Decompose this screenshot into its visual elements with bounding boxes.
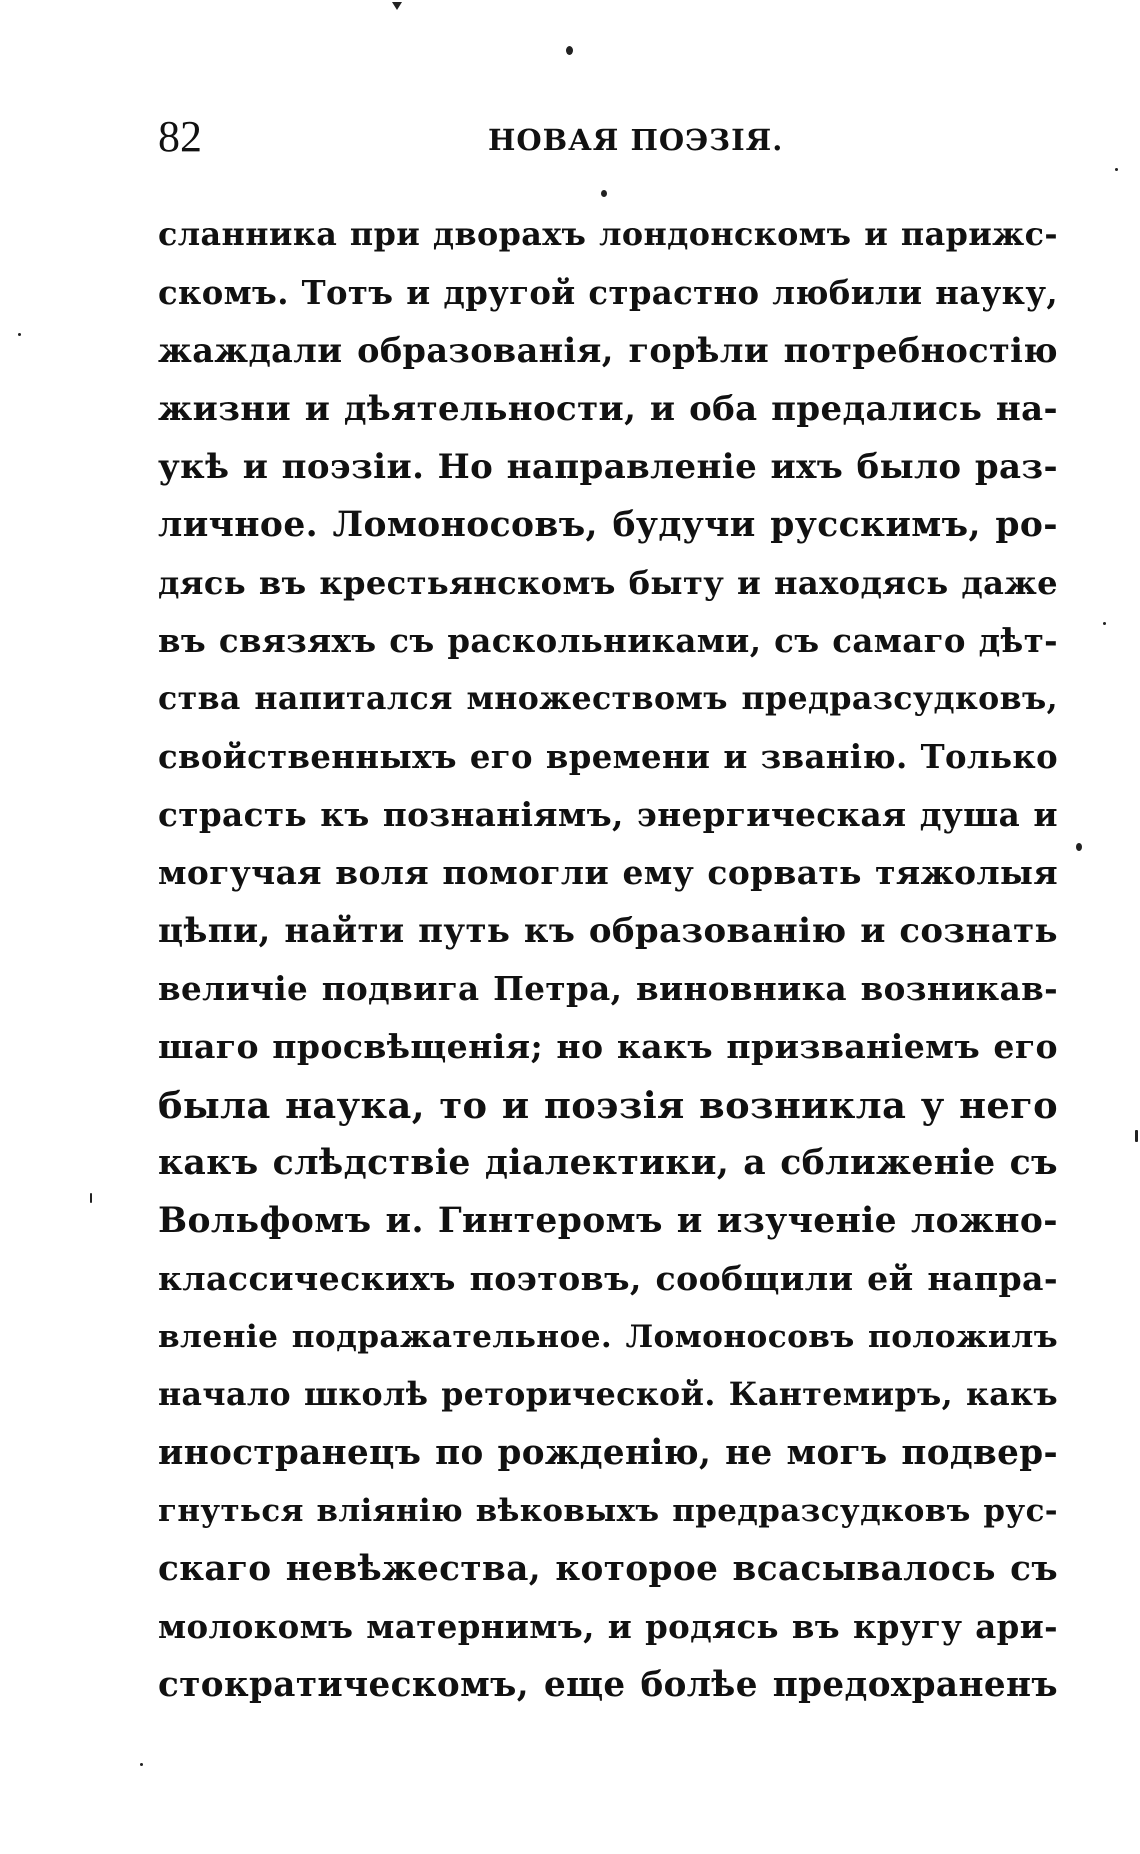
- text-line: была наука, то и поэзія возникла у него: [158, 1083, 1058, 1127]
- text-line: личное. Ломоносовъ, будучи русскимъ, ро-: [158, 505, 1058, 545]
- text-line: въ связяхъ съ раскольниками, съ самаго дѣт-: [158, 622, 1058, 660]
- text-line: сланника при дворахъ лондонскомъ и парижс-: [158, 216, 1058, 253]
- scan-speck: [1115, 168, 1118, 171]
- scan-speck: [601, 190, 607, 197]
- scan-speck: [90, 1193, 92, 1203]
- text-line: цѣпи, найти путь къ образованію и сознать: [158, 911, 1058, 951]
- text-line: вленіе подражательное. Ломоносовъ положилъ: [158, 1319, 1058, 1355]
- page-header: [158, 112, 1058, 172]
- text-line: дясь въ крестьянскомъ быту и находясь даже: [158, 564, 1058, 602]
- text-line: скомъ. Тотъ и другой страстно любили науку,: [158, 274, 1058, 312]
- scan-speck: [140, 1763, 143, 1766]
- text-line: жизни и дѣятельности, и оба предались на-: [158, 389, 1058, 429]
- text-line: укѣ и поэзіи. Но направленіе ихъ было раз-: [158, 447, 1058, 487]
- scan-speck: [1103, 622, 1106, 625]
- scan-speck: [1135, 1130, 1138, 1142]
- running-head: НОВАЯ ПОЭЗІЯ.: [488, 123, 784, 157]
- text-line: ства напитался множествомъ предразсудковъ,: [158, 680, 1058, 717]
- text-line: могучая воля помогли ему сорвать тяжолыя: [158, 853, 1058, 892]
- text-line: какъ слѣдствіе діалектики, а сближеніе съ: [158, 1142, 1058, 1183]
- text-line: иностранецъ по рожденію, не могъ подвер-: [158, 1433, 1058, 1473]
- text-line: страсть къ познаніямъ, энергическая душа и: [158, 795, 1058, 834]
- scan-speck: [1076, 843, 1082, 851]
- body-text: [158, 206, 1058, 1714]
- scan-speck: [18, 333, 21, 336]
- page-number: 82: [158, 112, 202, 161]
- text-line: шаго просвѣщенія; но какъ призваніемъ его: [158, 1027, 1058, 1066]
- text-line: классическихъ поэтовъ, сообщили ей напра-: [158, 1259, 1058, 1298]
- text-line: жаждали образованія, горѣли потребностію: [158, 331, 1058, 370]
- text-line: скаго невѣжества, которое всасывалось съ: [158, 1549, 1058, 1589]
- text-line: гнуться вліянію вѣковыхъ предразсудковъ рус-: [158, 1493, 1058, 1529]
- text-line: Вольфомъ и. Гинтеромъ и изученіе ложно-: [158, 1201, 1058, 1241]
- text-line: величіе подвига Петра, виновника возникав-: [158, 969, 1058, 1008]
- text-line: начало школѣ реторической. Кантемиръ, какъ: [158, 1376, 1058, 1413]
- text-line: молокомъ матернимъ, и родясь въ кругу ари-: [158, 1608, 1058, 1646]
- text-line: свойственныхъ его времени и званію. Только: [158, 738, 1058, 776]
- scan-speck: [566, 46, 573, 55]
- scan-speck: [392, 2, 402, 10]
- text-line: стократическомъ, еще болѣе предохраненъ: [158, 1665, 1058, 1705]
